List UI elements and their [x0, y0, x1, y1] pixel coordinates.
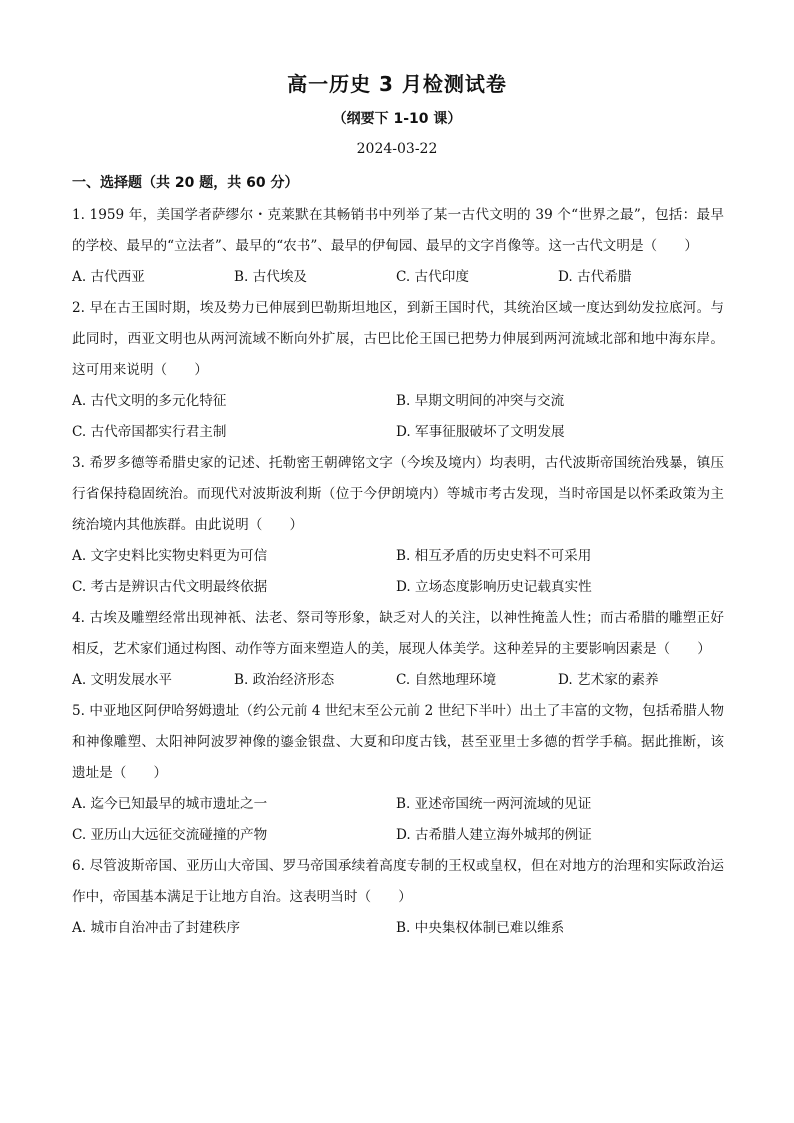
option-a[interactable]: A. 文字史料比实物史料更为可信	[72, 548, 268, 564]
option-b[interactable]: B. 亚述帝国统一两河流域的见证	[396, 796, 592, 812]
option-row	[72, 820, 724, 851]
question-stem: 6. 尽管波斯帝国、亚历山大帝国、罗马帝国承续着高度专制的王权或皇权，但在对地方的治理和实际政治运作中，帝国基本满足于让地方自治。这表明当时（ ）	[72, 858, 724, 905]
option-c[interactable]: C. 古代帝国都实行君主制	[72, 424, 227, 440]
question-2	[72, 293, 724, 448]
option-d[interactable]: D. 立场态度影响历史记载真实性	[396, 579, 592, 595]
option-a[interactable]: A. 古代文明的多元化特征	[72, 393, 227, 409]
option-b[interactable]: B. 政治经济形态	[234, 672, 335, 688]
option-d[interactable]: D. 军事征服破坏了文明发展	[396, 424, 565, 440]
option-c[interactable]: C. 考古是辨识古代文明最终依据	[72, 579, 268, 595]
option-row	[72, 541, 724, 572]
option-d[interactable]: D. 古希腊人建立海外城邦的例证	[396, 827, 592, 843]
option-row	[72, 665, 724, 696]
option-b[interactable]: B. 古代埃及	[234, 269, 308, 285]
option-b[interactable]: B. 早期文明间的冲突与交流	[396, 393, 565, 409]
option-a[interactable]: A. 文明发展水平	[72, 672, 173, 688]
option-d[interactable]: D. 艺术家的素养	[558, 672, 659, 688]
question-6	[72, 851, 724, 944]
option-row	[72, 789, 724, 820]
option-row	[72, 262, 724, 293]
question-stem: 5. 中亚地区阿伊哈努姆遗址（约公元前 4 世纪末至公元前 2 世纪下半叶）出土了丰富的文物，包括希腊人物和神像雕塑、太阳神阿波罗神像的鎏金银盘、大夏和印度古钱，甚至亚里士多德的哲学手稿。据此推断，该遗址是（ ）	[72, 703, 724, 781]
question-stem: 3. 希罗多德等希腊史家的记述、托勒密王朝碑铭文字（今埃及境内）均表明，古代波斯帝国统治残暴，镇压行省保持稳固统治。而现代对波斯波利斯（位于今伊朗境内）等城市考古发现，当时帝国是以怀柔政策为主统治境内其他族群。由此说明（ ）	[72, 455, 724, 533]
question-stem: 4. 古埃及雕塑经常出现神祇、法老、祭司等形象，缺乏对人的关注，以神性掩盖人性；而古希腊的雕塑正好相反，艺术家们通过构图、动作等方面来塑造人的美，展现人体美学。这种差异的主要影响因素是（ ）	[72, 610, 724, 657]
section-heading: 一、选择题（共 20 题，共 60 分）	[72, 175, 299, 191]
option-d[interactable]: D. 古代希腊	[558, 269, 632, 285]
exam-date: 2024-03-22	[356, 141, 438, 157]
option-c[interactable]: C. 亚历山大远征交流碰撞的产物	[72, 827, 268, 843]
option-row	[72, 572, 724, 603]
option-a[interactable]: A. 古代西亚	[72, 269, 145, 285]
question-5	[72, 696, 724, 851]
option-b[interactable]: B. 中央集权体制已难以维系	[396, 920, 565, 936]
option-row	[72, 386, 724, 417]
option-c[interactable]: C. 自然地理环境	[396, 672, 497, 688]
question-stem: 1. 1959 年，美国学者萨缪尔・克莱默在其畅销书中列举了某一古代文明的 39 个“世界之最”，包括：最早的学校、最早的“立法者”、最早的“农书”、最早的伊甸园、最早的文字肖像等。这一古代文明是（ ）	[72, 207, 724, 254]
question-4	[72, 603, 724, 696]
option-c[interactable]: C. 古代印度	[396, 269, 469, 285]
option-row	[72, 417, 724, 448]
question-stem: 2. 早在古王国时期，埃及势力已伸展到巴勒斯坦地区，到新王国时代，其统治区域一度达到幼发拉底河。与此同时，西亚文明也从两河流域不断向外扩展，古巴比伦王国已把势力伸展到两河流域北部和地中海东岸。这可用来说明（ ）	[72, 300, 724, 378]
exam-title: 高一历史 3 月检测试卷	[287, 72, 507, 96]
question-1	[72, 200, 724, 293]
question-3	[72, 448, 724, 603]
exam-subtitle: （纲要下 1-10 课）	[332, 111, 462, 127]
question-list	[72, 200, 724, 944]
option-b[interactable]: B. 相互矛盾的历史史料不可采用	[396, 548, 592, 564]
option-a[interactable]: A. 迄今已知最早的城市遗址之一	[72, 796, 268, 812]
option-row	[72, 913, 724, 944]
option-a[interactable]: A. 城市自治冲击了封建秩序	[72, 920, 240, 936]
